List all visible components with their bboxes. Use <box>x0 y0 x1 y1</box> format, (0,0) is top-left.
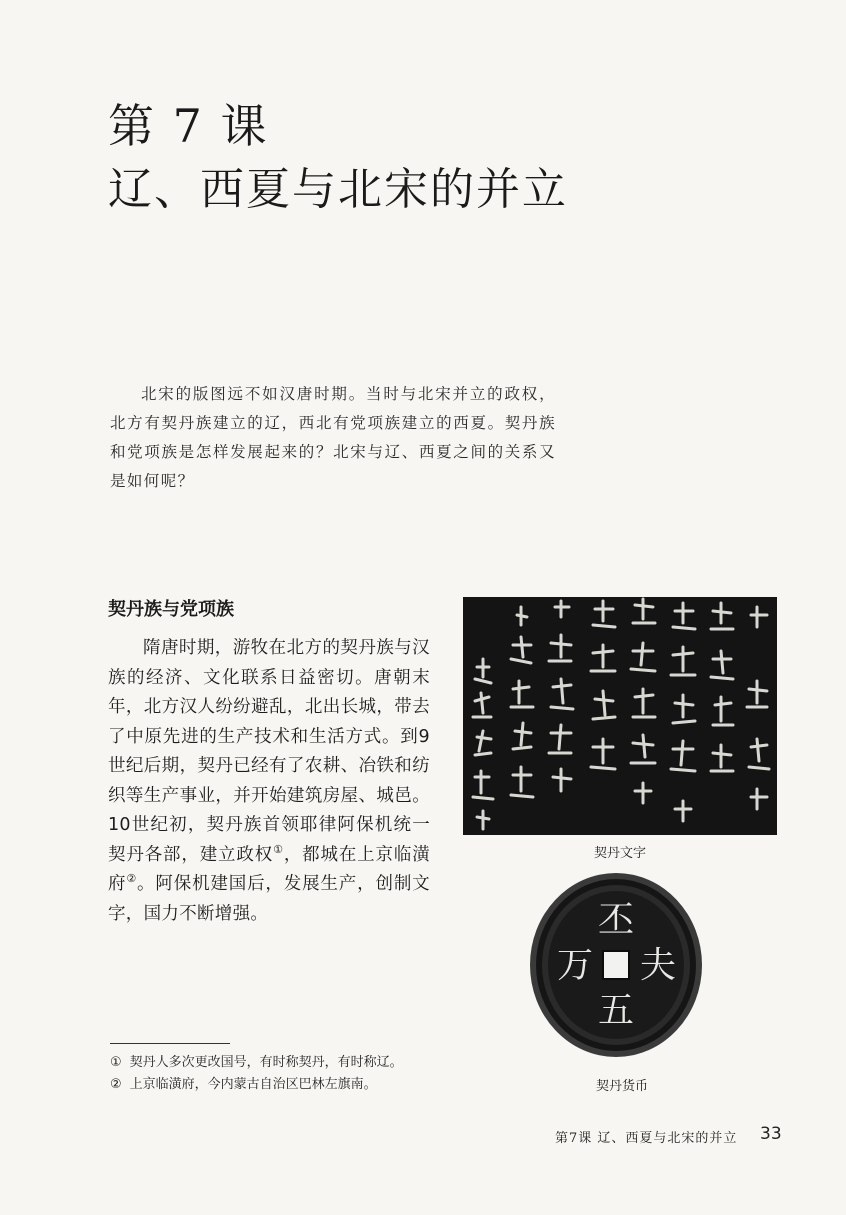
body-text-part1: 隋唐时期，游牧在北方的契丹族与汉族的经济、文化联系日益密切。唐朝末年，北方汉人纷纷避乱，北出长城，带去了中原先进的生产技术和生活方式。到9世纪后期，契丹已经有了农耕、冶铁和纺织等生产事业，并开始建筑房屋、城邑。10世纪初，契丹族首领耶律阿保机统一契丹各部，建立政权 <box>108 638 430 865</box>
coin-char-right: 夫 <box>639 945 677 986</box>
lesson-number: 第 7 课 <box>108 99 269 153</box>
khitan-coin <box>527 870 705 1060</box>
footnote-1 <box>110 1053 403 1073</box>
coin-char-bottom: 五 <box>597 990 635 1031</box>
khitan-script-image <box>463 597 777 835</box>
section-body <box>108 634 430 929</box>
coin-char-top: 丕 <box>597 900 635 941</box>
footnote-ref-1[interactable]: ① <box>273 842 284 856</box>
khitan-coin-image <box>527 870 705 1060</box>
khitan-script-rubbing <box>463 597 777 835</box>
coin-char-left: 万 <box>556 945 594 986</box>
footnote-2 <box>110 1075 377 1095</box>
body-text-part3: 。阿保机建国后，发展生产，创制文字，国力不断增强。 <box>108 874 430 924</box>
khitan-script-caption: 契丹文字 <box>593 846 646 861</box>
footnote-1-text: 契丹人多次更改国号，有时称契丹，有时称辽。 <box>129 1055 403 1070</box>
intro-paragraph: 北宋的版图远不如汉唐时期。当时与北宋并立的政权，北方有契丹族建立的辽，西北有党项族建立的西夏。契丹族和党项族是怎样发展起来的？北宋与辽、西夏之间的关系又是如何呢？ <box>110 385 556 490</box>
lesson-title: 辽、西夏与北宋的并立 <box>108 164 568 215</box>
footnote-2-mark: ② <box>110 1077 122 1092</box>
body-text-part2: ，都城在上京临潢府 <box>108 844 431 894</box>
running-title: 第7课 辽、西夏与北宋的并立 <box>555 1131 738 1146</box>
page-number: 33 <box>760 1124 782 1144</box>
footnote-ref-2[interactable]: ② <box>126 872 138 886</box>
footnote-2-text: 上京临潢府，今内蒙古自治区巴林左旗南。 <box>129 1077 377 1092</box>
khitan-coin-caption: 契丹货币 <box>595 1079 648 1094</box>
footnote-1-mark: ① <box>110 1055 122 1070</box>
footnote-divider <box>110 1043 230 1044</box>
section-heading: 契丹族与党项族 <box>108 599 234 620</box>
